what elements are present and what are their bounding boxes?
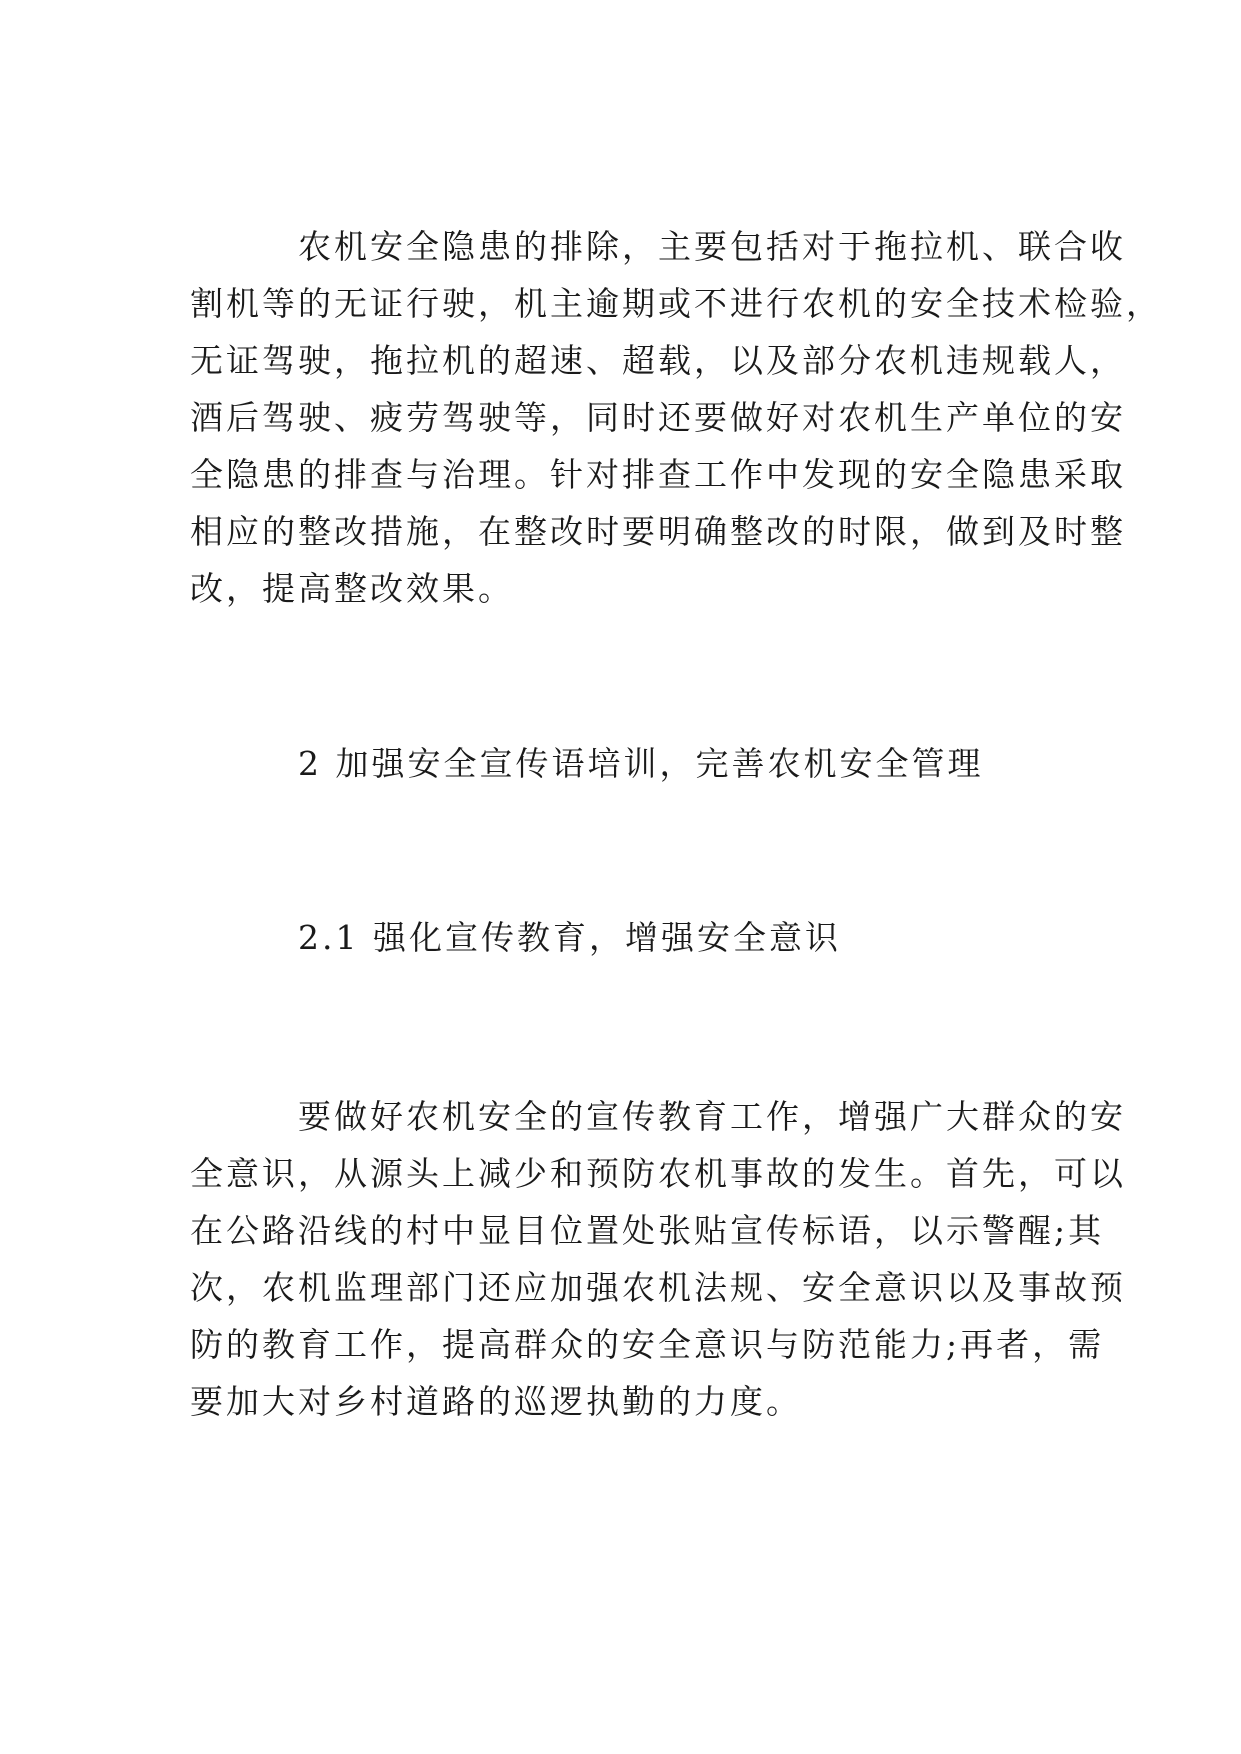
paragraph-line: 要做好农机安全的宣传教育工作，增强广大群众的安 [298, 1097, 1126, 1136]
paragraph-line: 次，农机监理部门还应加强农机法规、安全意识以及事故预 [190, 1268, 1126, 1307]
paragraph-hazard-elimination [190, 218, 1162, 617]
paragraph-line: 相应的整改措施，在整改时要明确整改的时限，做到及时整 [190, 512, 1126, 551]
subsection-heading: 2.1 强化宣传教育，增强安全意识 [298, 918, 841, 957]
paragraph-line: 全隐患的排查与治理。针对排查工作中发现的安全隐患采取 [190, 455, 1126, 494]
paragraph-safety-education [190, 1088, 1126, 1430]
paragraph-line: 全意识，从源头上减少和预防农机事故的发生。首先，可以 [190, 1154, 1126, 1193]
paragraph-line: 酒后驾驶、疲劳驾驶等，同时还要做好对农机生产单位的安 [190, 398, 1126, 437]
paragraph-line: 割机等的无证行驶，机主逾期或不进行农机的安全技术检验， [190, 284, 1162, 323]
paragraph-line: 要加大对乡村道路的巡逻执勤的力度。 [190, 1382, 802, 1421]
paragraph-line: 在公路沿线的村中显目位置处张贴宣传标语，以示警醒;其 [190, 1211, 1105, 1250]
paragraph-line: 改，提高整改效果。 [190, 569, 514, 608]
paragraph-line: 无证驾驶，拖拉机的超速、超载，以及部分农机违规载人， [190, 341, 1126, 380]
paragraph-line: 防的教育工作，提高群众的安全意识与防范能力;再者，需 [190, 1325, 1105, 1364]
paragraph-line: 农机安全隐患的排除，主要包括对于拖拉机、联合收 [298, 227, 1126, 266]
section-heading: 2 加强安全宣传语培训，完善农机安全管理 [298, 744, 984, 783]
